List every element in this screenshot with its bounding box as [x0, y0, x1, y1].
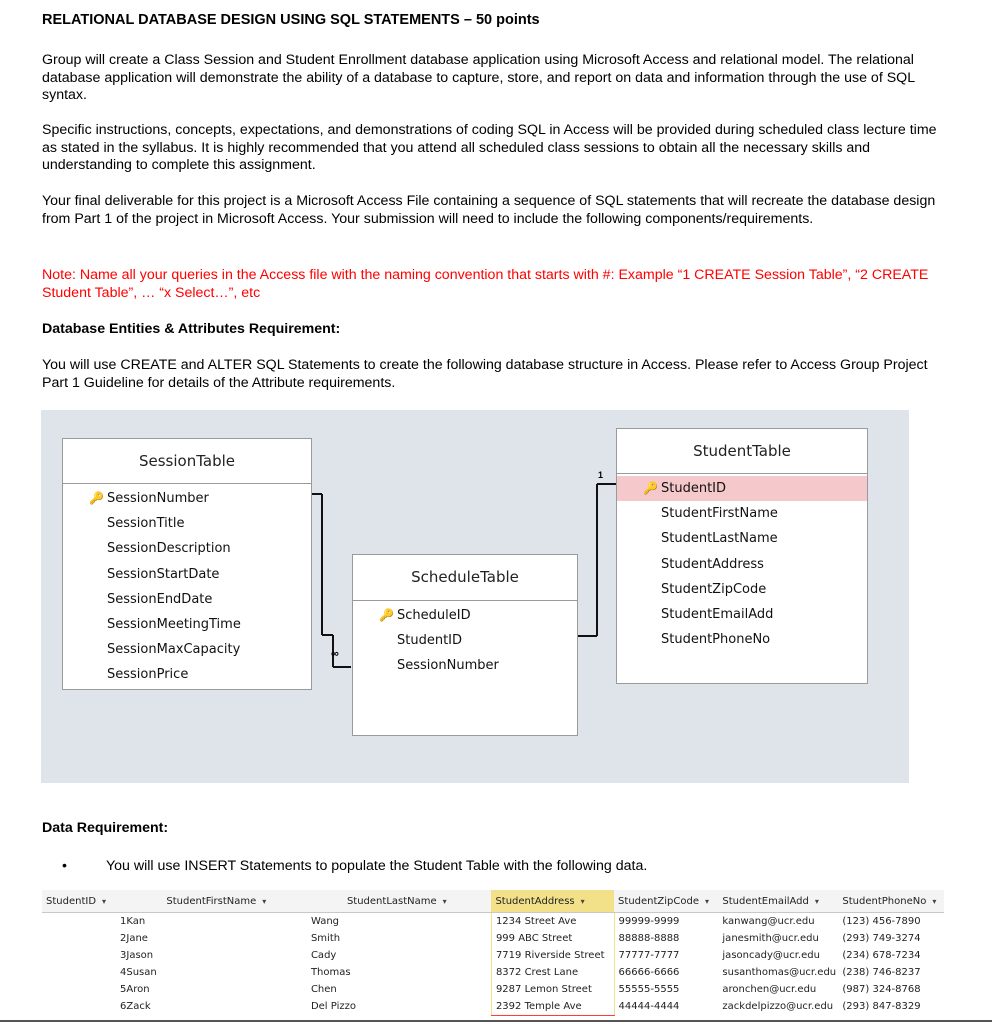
- table-row[interactable]: [42, 981, 944, 998]
- session-field: SessionStartDate: [107, 566, 220, 582]
- student-data-table: [42, 890, 944, 1016]
- student-field-key: 🔑 StudentID: [617, 476, 867, 501]
- primary-key-icon: 🔑: [643, 481, 658, 495]
- cell-phone[interactable]: (293) 749-3274: [842, 933, 921, 944]
- document-title: RELATIONAL DATABASE DESIGN USING SQL STATEMENTS – 50 points: [42, 12, 540, 28]
- cell-address[interactable]: 9287 Lemon Street: [491, 981, 614, 998]
- student-field: StudentPhoneNo: [661, 632, 771, 648]
- column-header-address[interactable]: StudentAddress ▾: [491, 890, 614, 913]
- cell-zipcode[interactable]: 77777-7777: [618, 950, 680, 961]
- bullet-icon: •: [62, 858, 67, 874]
- cell-studentid[interactable]: 5: [120, 984, 127, 995]
- column-header-phone[interactable]: StudentPhoneNo ▾: [838, 890, 944, 913]
- student-field: StudentEmailAdd: [661, 606, 774, 622]
- sort-dropdown-icon[interactable]: ▾: [814, 896, 819, 906]
- cell-studentid[interactable]: 2: [120, 933, 127, 944]
- column-header-studentid[interactable]: StudentID ▾: [42, 890, 126, 913]
- deliverable-paragraph: Your final deliverable for this project is a Microsoft Access File containing a sequence of SQL statements that will recreate the database design from Part 1 of the project in Microsoft Access. Your submission will need to include the following components/requirements.: [42, 193, 936, 227]
- session-field: 🔑 SessionNumber: [63, 486, 311, 511]
- cell-address[interactable]: 8372 Crest Lane: [491, 964, 614, 981]
- cell-firstname[interactable]: Kan: [126, 916, 146, 927]
- session-field: SessionPrice: [107, 667, 189, 683]
- cell-firstname[interactable]: Aron: [126, 984, 150, 995]
- student-one-marker: 1: [598, 470, 604, 480]
- primary-key-icon: 🔑: [379, 608, 394, 622]
- sort-dropdown-icon[interactable]: ▾: [932, 896, 937, 906]
- column-header-email[interactable]: StudentEmailAdd ▾: [718, 890, 838, 913]
- cell-zipcode[interactable]: 99999-9999: [618, 916, 680, 927]
- schedule-field: StudentID: [397, 633, 463, 649]
- entities-heading: Database Entities & Attributes Requirement:: [42, 321, 341, 337]
- table-row[interactable]: [42, 913, 944, 931]
- session-field: SessionMeetingTime: [107, 616, 241, 632]
- relationship-diagram: [41, 410, 909, 783]
- cell-email[interactable]: kanwang@ucr.edu: [722, 916, 815, 927]
- cell-lastname[interactable]: Wang: [310, 916, 340, 927]
- session-table-title: SessionTable: [63, 439, 311, 484]
- intro-paragraph: Group will create a Class Session and Student Enrollment database application using Microsoft Access and relational model. The relational database application will demonstrate the ability of a database to capture, store, and report on data and information through the use of SQL syntax.: [42, 52, 915, 103]
- session-many-marker: ∞: [331, 648, 339, 660]
- page-bottom-divider: [0, 1020, 992, 1022]
- cell-studentid[interactable]: 6: [120, 1001, 127, 1013]
- cell-firstname[interactable]: Jason: [126, 950, 154, 961]
- student-field: StudentAddress: [661, 556, 764, 572]
- data-heading: Data Requirement:: [42, 820, 169, 836]
- cell-firstname[interactable]: Susan: [126, 967, 157, 978]
- cell-lastname[interactable]: Del Pizzo: [310, 1001, 356, 1013]
- session-table-entity[interactable]: [62, 438, 312, 690]
- sort-dropdown-icon[interactable]: ▾: [102, 896, 107, 906]
- schedule-table-entity[interactable]: [352, 554, 578, 736]
- student-table-title: StudentTable: [617, 429, 867, 474]
- schedule-table-title: ScheduleTable: [353, 555, 577, 601]
- cell-address[interactable]: 1234 Street Ave: [491, 913, 614, 931]
- cell-email[interactable]: jasoncady@ucr.edu: [722, 950, 820, 961]
- cell-studentid[interactable]: 1: [120, 916, 127, 927]
- cell-email[interactable]: aronchen@ucr.edu: [722, 984, 817, 995]
- column-header-zipcode[interactable]: StudentZipCode ▾: [614, 890, 718, 913]
- cell-firstname[interactable]: Zack: [126, 1001, 151, 1013]
- session-field: SessionTitle: [107, 516, 185, 532]
- column-header-lastname[interactable]: StudentLastName ▾: [311, 890, 491, 913]
- cell-lastname[interactable]: Smith: [310, 933, 341, 944]
- cell-lastname[interactable]: Chen: [310, 984, 337, 995]
- cell-email[interactable]: janesmith@ucr.edu: [722, 933, 819, 944]
- sort-dropdown-icon[interactable]: ▾: [580, 896, 585, 906]
- cell-studentid[interactable]: 4: [120, 967, 127, 978]
- sort-dropdown-icon[interactable]: ▾: [705, 896, 710, 906]
- instructions-paragraph: Specific instructions, concepts, expectations, and demonstrations of coding SQL in Access will be provided during scheduled class lecture time as stated in the syllabus. It is highly recommended that you attend all scheduled class sessions to obtain all the necessary skills and understanding to complete this assignment.: [42, 122, 937, 173]
- table-header-row: [42, 890, 944, 913]
- student-field: StudentFirstName: [661, 506, 778, 522]
- cell-lastname[interactable]: Thomas: [310, 967, 351, 978]
- sort-dropdown-icon[interactable]: ▾: [262, 896, 267, 906]
- student-table-entity[interactable]: [616, 428, 868, 684]
- cell-address[interactable]: 7719 Riverside Street: [491, 947, 614, 964]
- student-field: StudentLastName: [661, 531, 778, 547]
- table-row[interactable]: [42, 964, 944, 981]
- cell-email[interactable]: susanthomas@ucr.edu: [722, 967, 837, 978]
- cell-zipcode[interactable]: 55555-5555: [618, 984, 680, 995]
- student-field: StudentZipCode: [661, 581, 767, 597]
- cell-studentid[interactable]: 3: [120, 950, 127, 961]
- cell-phone[interactable]: (987) 324-8768: [842, 984, 921, 995]
- session-field: SessionEndDate: [107, 591, 213, 607]
- cell-firstname[interactable]: Jane: [126, 933, 148, 944]
- session-field: SessionDescription: [107, 541, 231, 557]
- bullet-text: You will use INSERT Statements to populate the Student Table with the following data.: [106, 858, 648, 874]
- schedule-field: SessionNumber: [397, 658, 499, 674]
- cell-address[interactable]: 999 ABC Street: [491, 930, 614, 947]
- naming-note: Note: Name all your queries in the Access file with the naming convention that starts with #: Example “1 CREATE Session Table”, “2 CREATE Student Table”, … “x Select…”, etc: [42, 267, 929, 301]
- cell-email[interactable]: zackdelpizzo@ucr.edu: [722, 1001, 834, 1013]
- cell-zipcode[interactable]: 88888-8888: [618, 933, 680, 944]
- cell-address[interactable]: 2392 Temple Ave: [491, 998, 614, 1016]
- cell-phone[interactable]: (234) 678-7234: [842, 950, 921, 961]
- cell-phone[interactable]: (238) 746-8237: [842, 967, 921, 978]
- cell-phone[interactable]: (293) 847-8329: [842, 1001, 921, 1013]
- cell-phone[interactable]: (123) 456-7890: [842, 916, 921, 927]
- cell-zipcode[interactable]: 44444-4444: [618, 1001, 680, 1013]
- cell-zipcode[interactable]: 66666-6666: [618, 967, 680, 978]
- session-field: SessionMaxCapacity: [107, 642, 241, 658]
- column-header-firstname[interactable]: StudentFirstName ▾: [126, 890, 311, 913]
- cell-lastname[interactable]: Cady: [310, 950, 337, 961]
- table-row[interactable]: [42, 998, 944, 1016]
- table-row[interactable]: [42, 930, 944, 947]
- primary-key-icon: 🔑: [89, 491, 104, 505]
- table-row[interactable]: [42, 947, 944, 964]
- schedule-field: 🔑 ScheduleID: [353, 603, 577, 628]
- structure-paragraph: You will use CREATE and ALTER SQL Statements to create the following database structure in Access. Please refer to Access Group Project Part 1 Guideline for details of the Attribute requirements.: [42, 357, 928, 391]
- sort-dropdown-icon[interactable]: ▾: [442, 896, 447, 906]
